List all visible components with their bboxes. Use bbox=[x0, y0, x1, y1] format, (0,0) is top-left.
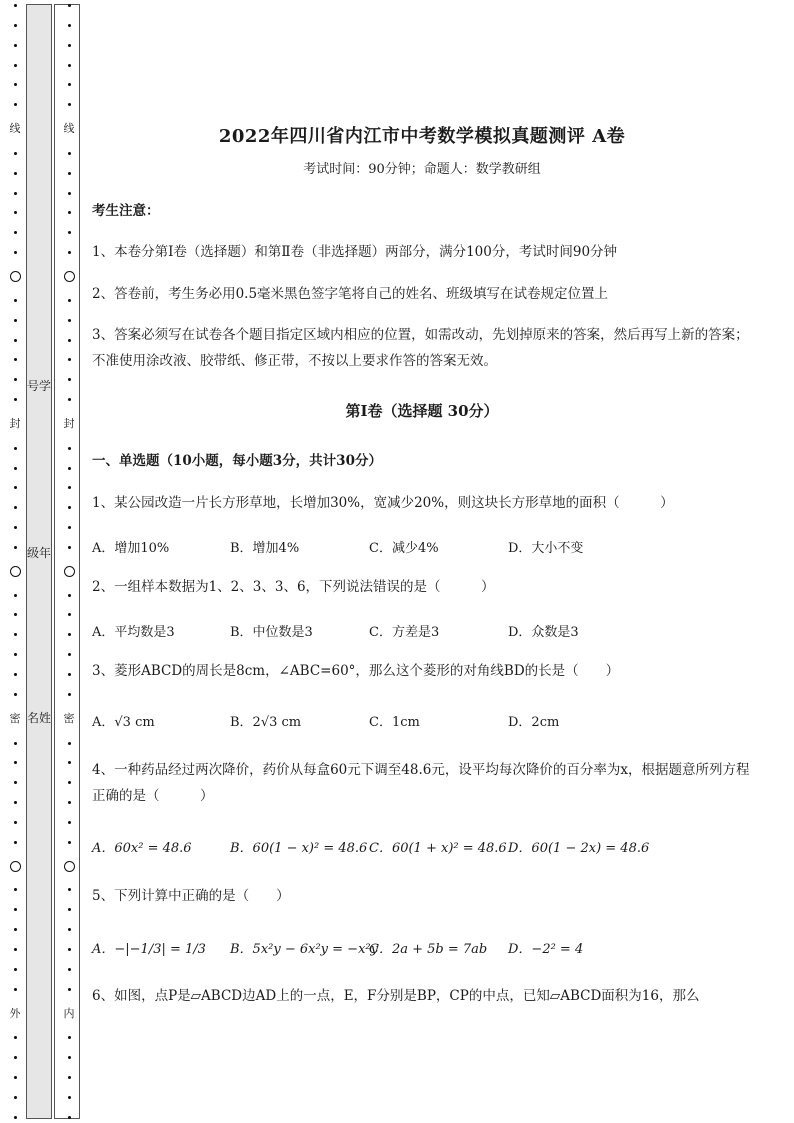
name-label: 名姓 bbox=[26, 711, 51, 725]
question-stem: 4、一种药品经过两次降价，药价从每盒60元下调至48.6元，设平均每次降价的百分率为x，根据题意所列方程正确的是（ ） bbox=[92, 762, 750, 804]
question-options bbox=[92, 837, 752, 861]
question-stem: 6、如图，点P是▱ABCD边AD上的一点，E，F分别是BP，CP的中点，已知▱ABCD面积为16，那么 bbox=[92, 988, 700, 1004]
notice-item: 3、答案必须写在试卷各个题目指定区域内相应的位置，如需改动，先划掉原来的答案，然后再写上新的答案；不准使用涂改液、胶带纸、修正带，不按以上要求作答的答案无效。 bbox=[92, 327, 749, 369]
inner-cut-line bbox=[63, 4, 75, 1119]
option-b: B．增加4% bbox=[230, 541, 300, 556]
circle-mark bbox=[64, 861, 75, 872]
option-d: D．60(1 − 2x) = 48.6 bbox=[508, 841, 650, 856]
option-b: B．2√3 cm bbox=[230, 715, 302, 730]
binding-strip bbox=[26, 4, 52, 1119]
circle-mark bbox=[64, 271, 75, 282]
option-a: A．平均数是3 bbox=[92, 625, 175, 640]
circle-mark bbox=[10, 861, 21, 872]
circle-mark bbox=[10, 566, 21, 577]
question-options bbox=[92, 537, 752, 561]
circle-mark bbox=[64, 566, 75, 577]
secret-mark: 密 bbox=[63, 711, 75, 725]
section-title: 第I卷（选择题 30分） bbox=[345, 402, 499, 420]
option-c: C．减少4% bbox=[369, 541, 439, 556]
question-options bbox=[92, 938, 752, 962]
circle-mark bbox=[10, 271, 21, 282]
option-b: B．60(1 − x)² = 48.6 bbox=[230, 841, 368, 856]
option-b: B．中位数是3 bbox=[230, 625, 313, 640]
inner-mark: 内 bbox=[63, 1006, 75, 1020]
option-c: C．2a + 5b = 7ab bbox=[369, 942, 488, 957]
exam-subtitle: 考试时间：90分钟；命题人：数学教研组 bbox=[303, 162, 541, 177]
notice-heading: 考生注意： bbox=[92, 203, 160, 219]
option-d: D．2cm bbox=[508, 715, 560, 730]
option-a: A．60x² = 48.6 bbox=[92, 841, 192, 856]
outer-mark: 外 bbox=[9, 1006, 21, 1020]
student-number-label: 号学 bbox=[26, 379, 51, 393]
question-stem: 2、一组样本数据为1、2、3、3、6，下列说法错误的是（ ） bbox=[92, 579, 495, 595]
seal-mark: 封 bbox=[9, 416, 21, 430]
option-d: D．−2² = 4 bbox=[508, 942, 584, 957]
option-a: A．增加10% bbox=[92, 541, 170, 556]
notice-item: 1、本卷分第I卷（选择题）和第Ⅱ卷（非选择题）两部分，满分100分，考试时间90分钟 bbox=[92, 244, 618, 260]
option-a: A．−|−1/3| = 1/3 bbox=[92, 942, 206, 957]
option-a: A．√3 cm bbox=[92, 715, 155, 730]
option-c: C．60(1 + x)² = 48.6 bbox=[369, 841, 507, 856]
option-d: D．众数是3 bbox=[508, 625, 579, 640]
outer-cut-line bbox=[9, 4, 21, 1119]
seal-mark: 封 bbox=[63, 416, 75, 430]
grade-label: 级年 bbox=[26, 546, 51, 560]
question-options bbox=[92, 621, 752, 645]
option-c: C．1cm bbox=[369, 715, 420, 730]
question-stem: 3、菱形ABCD的周长是8cm，∠ABC=60°，那么这个菱形的对角线BD的长是（ ） bbox=[92, 663, 620, 679]
option-b: B．5x²y − 6x²y = −x²y bbox=[230, 942, 378, 957]
notice-item: 2、答卷前，考生务必用0.5毫米黑色签字笔将自己的姓名、班级填写在试卷规定位置上 bbox=[92, 286, 609, 302]
secret-mark: 密 bbox=[9, 711, 21, 725]
line-mark: 线 bbox=[63, 122, 75, 136]
option-c: C．方差是3 bbox=[369, 625, 440, 640]
option-d: D．大小不变 bbox=[508, 541, 584, 556]
question-stem: 5、下列计算中正确的是（ ） bbox=[92, 888, 290, 904]
question-options bbox=[92, 711, 752, 735]
line-mark: 线 bbox=[9, 122, 21, 136]
question-stem: 1、某公园改造一片长方形草地，长增加30%，宽减少20%，则这块长方形草地的面积（ ） bbox=[92, 495, 674, 511]
part-title: 一、单选题（10小题，每小题3分，共计30分） bbox=[92, 453, 382, 469]
exam-title: 2022年四川省内江市中考数学模拟真题测评 A卷 bbox=[218, 126, 626, 147]
